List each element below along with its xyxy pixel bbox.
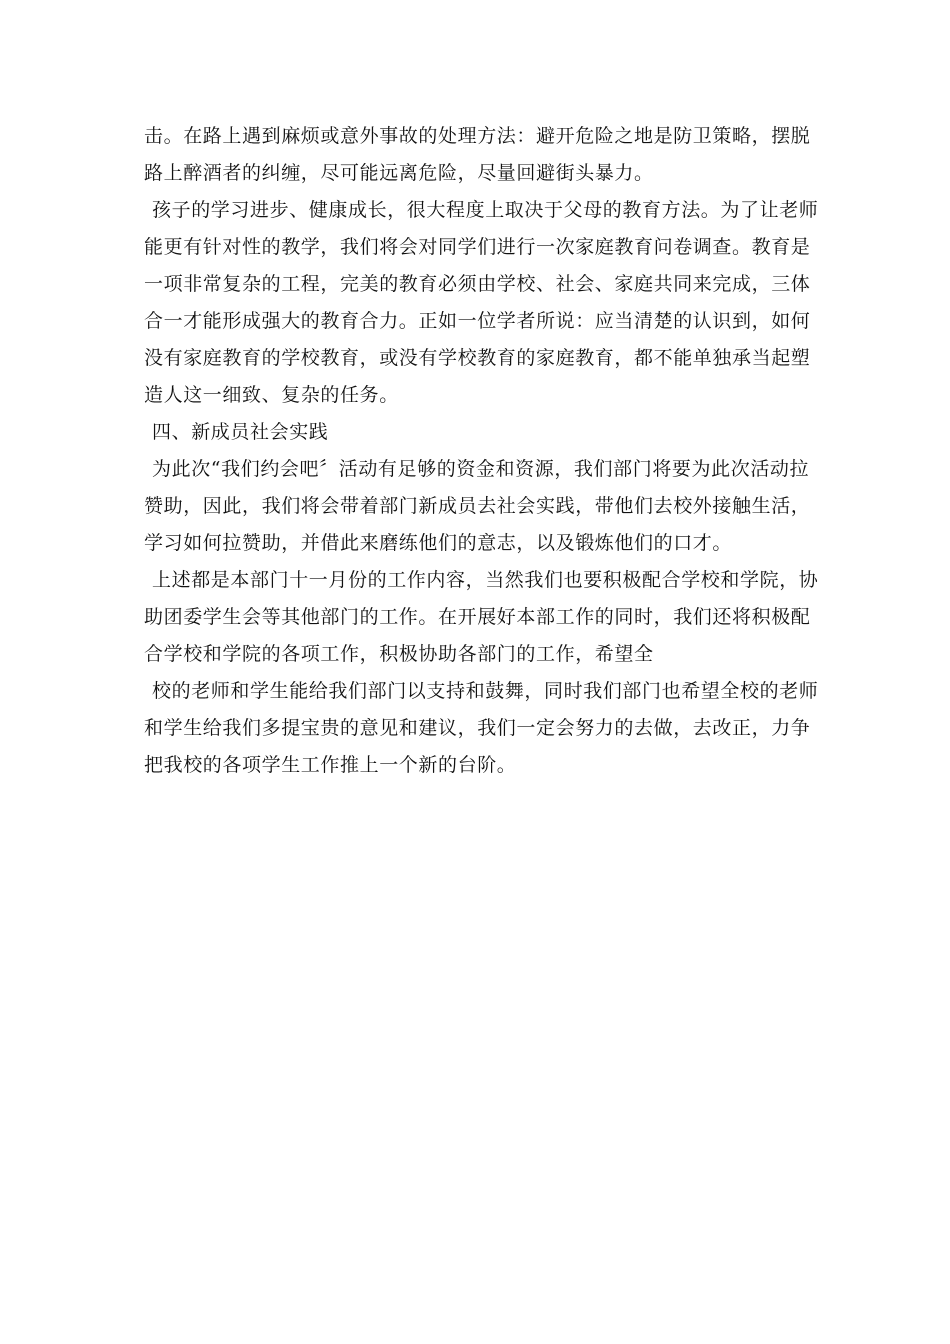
- text-line: 造人这一细致、复杂的任务。: [144, 384, 399, 406]
- text-line: 学习如何拉赞助，并借此来磨练他们的意志，以及锻炼他们的口才。: [144, 532, 733, 554]
- text-line: 路上醉酒者的纠缠，尽可能远离危险，尽量回避街头暴力。: [144, 162, 654, 184]
- text-line: 助团委学生会等其他部门的工作。在开展好本部工作的同时，我们还将积极配: [144, 606, 811, 628]
- text-line: 赞助，因此，我们将会带着部门新成员去社会实践，带他们去校外接触生活，: [144, 495, 811, 517]
- section-heading: 四、新成员社会实践: [152, 421, 329, 443]
- text-line: 把我校的各项学生工作推上一个新的台阶。: [144, 754, 517, 776]
- text-line: 能更有针对性的教学，我们将会对同学们进行一次家庭教育问卷调查。教育是: [144, 236, 811, 258]
- text-line: 合学校和学院的各项工作，积极协助各部门的工作，希望全: [144, 643, 654, 665]
- text-line: 一项非常复杂的工程，完美的教育必须由学校、社会、家庭共同来完成，三体: [144, 273, 811, 295]
- paragraph-start-line: 孩子的学习进步、健康成长，很大程度上取决于父母的教育方法。为了让老师: [152, 199, 819, 221]
- paragraph-start-line: 上述都是本部门十一月份的工作内容，当然我们也要积极配合学校和学院，协: [152, 569, 819, 591]
- text-line: 没有家庭教育的学校教育，或没有学校教育的家庭教育，都不能单独承当起塑: [144, 347, 811, 369]
- paragraph-start-line: 为此次“我们约会吧〞活动有足够的资金和资源，我们部门将要为此次活动拉: [152, 458, 810, 480]
- document-body: [144, 118, 819, 784]
- text-line: 和学生给我们多提宝贵的意见和建议，我们一定会努力的去做，去改正，力争: [144, 717, 811, 739]
- text-line: 合一才能形成强大的教育合力。正如一位学者所说：应当清楚的认识到，如何: [144, 310, 811, 332]
- paragraph-start-line: 校的老师和学生能给我们部门以支持和鼓舞，同时我们部门也希望全校的老师: [152, 680, 819, 702]
- text-line: 击。在路上遇到麻烦或意外事故的处理方法：避开危险之地是防卫策略，摆脱: [144, 125, 811, 147]
